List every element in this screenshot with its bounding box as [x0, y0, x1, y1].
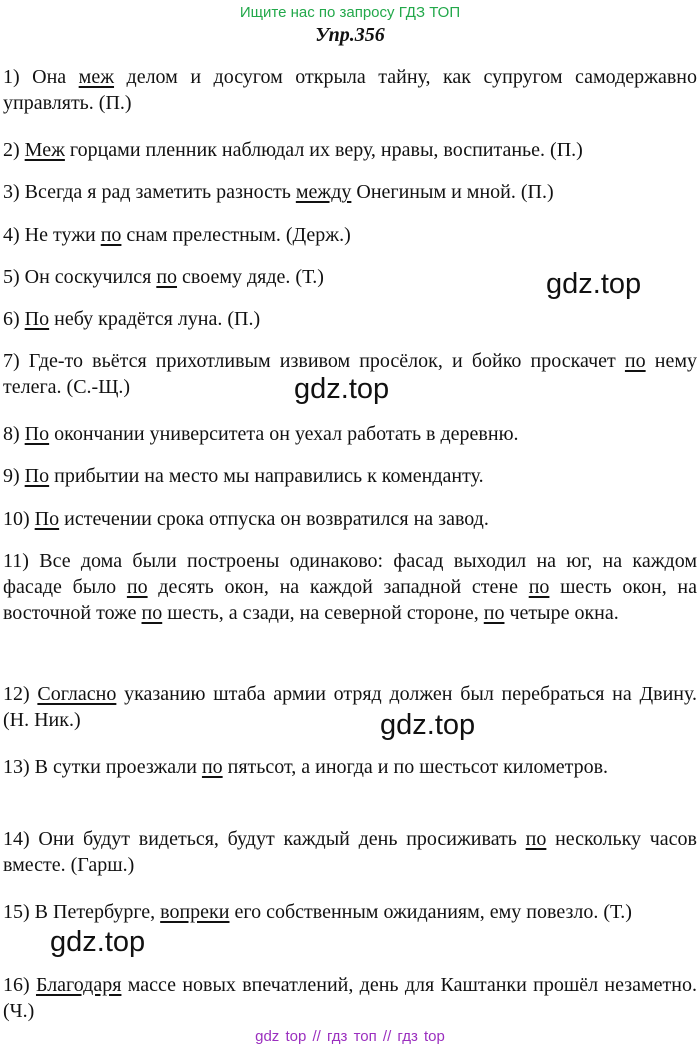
underlined-word: Благодаря — [35, 974, 122, 996]
sentence-6 — [3, 306, 697, 332]
sentence-text: 2) — [3, 139, 25, 161]
underlined-word: по — [156, 266, 178, 288]
sentence-text: 13) В сутки проезжали — [3, 756, 202, 778]
underlined-word: меж — [78, 66, 115, 88]
sentence-text: его собственным ожиданиям, ему повезло. (Т.) — [229, 901, 632, 923]
sentence-text: 10) — [3, 508, 35, 530]
sentence-10 — [3, 506, 697, 532]
sentence-text: делом и досугом открыла тайну, как супругом самодержавно управлять. (П.) — [3, 66, 698, 114]
sentence-text: окончании университета он уехал работать в деревню. — [49, 423, 519, 445]
sentence-text: десять окон, на каждой западной стене — [147, 576, 529, 598]
search-banner: Ищите нас по запросу ГДЗ ТОП — [239, 4, 461, 21]
underlined-word: По — [24, 465, 50, 487]
sentence-text: прибытии на место мы направились к коменданту. — [49, 465, 484, 487]
sentence-text: 14) Они будут видеться, будут каждый день просиживать — [3, 828, 526, 850]
sentence-3 — [3, 179, 697, 205]
sentence-text: своему дяде. (Т.) — [177, 266, 324, 288]
sentence-text: пятьсот, а иногда и по шестьсот километров. — [222, 756, 609, 778]
sentence-12 — [3, 681, 697, 733]
sentence-text: 16) — [3, 974, 36, 996]
underlined-word: по — [528, 576, 550, 598]
sentence-text: 8) — [3, 423, 25, 445]
sentence-text: шесть окон, на восточной тоже — [3, 576, 698, 624]
sentence-text: 5) Он соскучился — [3, 266, 157, 288]
sentence-text: 4) Не тужи — [3, 224, 101, 246]
watermark-text: gdz.top — [294, 373, 390, 405]
watermark-text: gdz.top — [380, 709, 476, 741]
sentence-text: 11) Все дома были построены одинаково: фасад выходил на юг, на каждом фасаде было — [3, 550, 697, 598]
sentence-text: истечении срока отпуска он возвратился на завод. — [59, 508, 489, 530]
sentence-text: нескольку часов вместе. (Гарш.) — [3, 828, 698, 876]
underlined-word: между — [295, 181, 352, 203]
sentence-9 — [3, 463, 697, 489]
sentence-text: шесть, а сзади, на северной стороне, — [162, 602, 484, 624]
underlined-word: по — [624, 350, 646, 372]
underlined-word: вопреки — [160, 901, 230, 923]
underlined-word: по — [126, 576, 148, 598]
sentence-2 — [3, 137, 697, 163]
sentence-14 — [3, 826, 697, 878]
underlined-word: Меж — [24, 139, 65, 161]
sentence-1 — [3, 64, 697, 116]
sentence-text: горцами пленник наблюдал их веру, нравы, воспитанье. (П.) — [64, 139, 583, 161]
sentence-11 — [3, 548, 697, 626]
watermark-text: gdz.top — [546, 268, 642, 300]
underlined-word: по — [100, 224, 122, 246]
watermark-text: gdz.top — [50, 926, 146, 958]
sentence-text: 3) Всегда я рад заметить разность — [3, 181, 296, 203]
sentence-text: Онегиным и мной. (П.) — [351, 181, 554, 203]
sentence-8 — [3, 421, 697, 447]
sentence-16 — [3, 972, 697, 1024]
sentence-text: небу крадётся луна. (П.) — [49, 308, 261, 330]
underlined-word: по — [201, 756, 223, 778]
sentence-text: нему телега. (С.-Щ.) — [3, 350, 697, 398]
sentence-text: 15) В Петербурге, — [3, 901, 161, 923]
sentence-text: четыре окна. — [504, 602, 619, 624]
sentence-15 — [3, 899, 697, 925]
sentence-text: 12) — [3, 683, 38, 705]
underlined-word: По — [34, 508, 60, 530]
sentence-4 — [3, 222, 697, 248]
sentence-text: 1) Она — [3, 66, 79, 88]
sentence-text: 6) — [3, 308, 25, 330]
footer-links: gdz top // гдз топ // гдз top — [255, 1028, 445, 1045]
underlined-word: По — [24, 423, 50, 445]
underlined-word: по — [141, 602, 163, 624]
underlined-word: Согласно — [37, 683, 117, 705]
sentence-text: 9) — [3, 465, 25, 487]
sentence-text: массе новых впечатлений, день для Каштанки прошёл незаметно. (Ч.) — [3, 974, 697, 1022]
underlined-word: по — [483, 602, 505, 624]
sentence-text: 7) Где-то вьётся прихотливым извивом просёлок, и бойко проскачет — [3, 350, 625, 372]
sentence-text: указанию штаба армии отряд должен был перебраться на Двину. (Н. Ник.) — [3, 683, 697, 731]
underlined-word: По — [24, 308, 50, 330]
exercise-title: Упр.356 — [315, 24, 385, 46]
underlined-word: по — [525, 828, 547, 850]
sentence-text: снам прелестным. (Держ.) — [121, 224, 351, 246]
sentence-13 — [3, 754, 697, 780]
